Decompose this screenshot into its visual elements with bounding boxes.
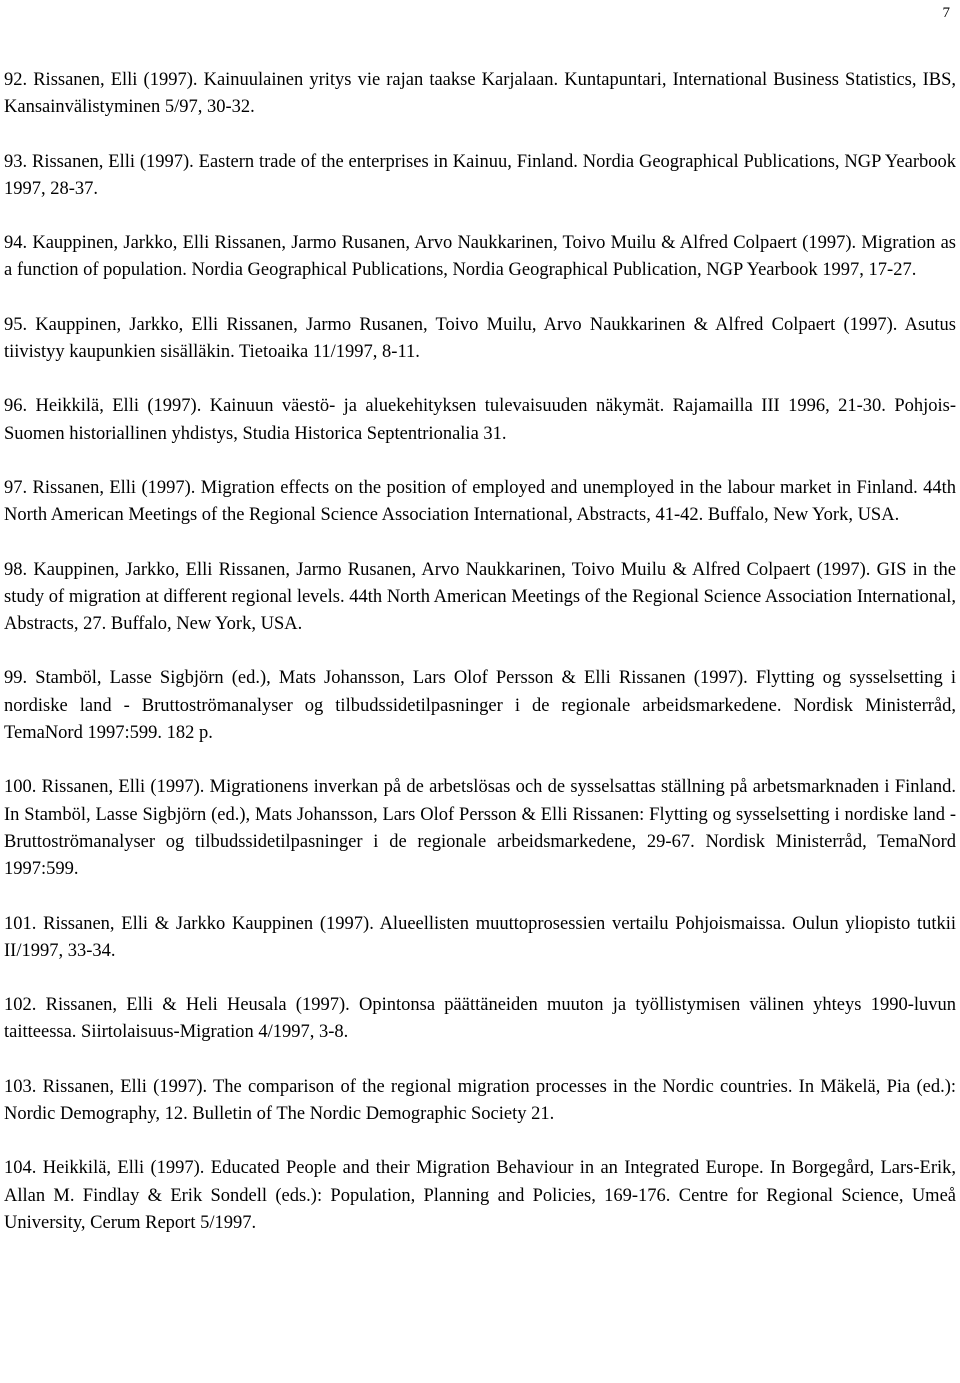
reference-93: 93. Rissanen, Elli (1997). Eastern trade of the enterprises in Kainuu, Finland. Nordia Geographical Publications, NGP Yearbook 1997, 28-37. — [4, 151, 956, 199]
reference-100: 100. Rissanen, Elli (1997). Migrationens inverkan på de arbetslösas och de sysselsattas ställning på arbetsmarknaden i Finland. In Stamböl, Lasse Sigbjörn (ed.), Mats Johansson, Lars Olof Persson & Elli Rissanen: Flytting og sysselsetting i nordiske land - Bruttoströmanalyser og tilbudssidetilpasninger i de regionale arbeidsmarkedene, 29-67. Nordisk Ministerråd, TemaNord 1997:599. — [4, 777, 956, 880]
reference-list — [4, 67, 956, 1237]
reference-96: 96. Heikkilä, Elli (1997). Kainuun väestö- ja aluekehityksen tulevaisuuden näkymät. Rajamailla III 1996, 21-30. Pohjois-Suomen historiallinen yhdistys, Studia Historica Septentrionalia 31. — [4, 396, 956, 444]
reference-95: 95. Kauppinen, Jarkko, Elli Rissanen, Jarmo Rusanen, Toivo Muilu, Arvo Naukkarinen & Alfred Colpaert (1997). Asutus tiivistyy kaupunkien sisälläkin. Tietoaika 11/1997, 8-11. — [4, 314, 956, 363]
reference-97: 97. Rissanen, Elli (1997). Migration effects on the position of employed and unemployed in the labour market in Finland. 44th North American Meetings of the Regional Science Association International, Abstracts, 41-42. Buffalo, New York, USA. — [4, 477, 956, 526]
reference-101: 101. Rissanen, Elli & Jarkko Kauppinen (1997). Alueellisten muuttoprosessien vertailu Pohjoismaissa. Oulun yliopisto tutkii II/1997, 33-34. — [4, 913, 956, 961]
reference-94: 94. Kauppinen, Jarkko, Elli Rissanen, Jarmo Rusanen, Arvo Naukkarinen, Toivo Muilu & Alfred Colpaert (1997). Migration as a function of population. Nordia Geographical Publications, Nordia Geographical Publication, NGP Yearbook 1997, 17-27. — [4, 233, 956, 281]
reference-99: 99. Stamböl, Lasse Sigbjörn (ed.), Mats Johansson, Lars Olof Persson & Elli Rissanen (1997). Flytting og sysselsetting i nordiske land - Bruttoströmanalyser og tilbudssidetilpasninger i de regionale arbeidsmarkedene. Nordisk Ministerråd, TemaNord 1997:599. 182 p. — [4, 668, 956, 744]
reference-104: 104. Heikkilä, Elli (1997). Educated People and their Migration Behaviour in an Integrated Europe. In Borgegård, Lars-Erik, Allan M. Findlay & Erik Sondell (eds.): Population, Planning and Policies, 169-176. Centre for Regional Science, Umeå University, Cerum Report 5/1997. — [4, 1158, 956, 1233]
reference-92: 92. Rissanen, Elli (1997). Kainuulainen yritys vie rajan taakse Karjalaan. Kuntapuntari, International Business Statistics, IBS, Kansainvälistyminen 5/97, 30-32. — [4, 70, 956, 118]
reference-98: 98. Kauppinen, Jarkko, Elli Rissanen, Jarmo Rusanen, Arvo Naukkarinen, Toivo Muilu & Alfred Colpaert (1997). GIS in the study of migration at different regional levels. 44th North American Meetings of the Regional Science Association International, Abstracts, 27. Buffalo, New York, USA. — [4, 559, 956, 635]
reference-103: 103. Rissanen, Elli (1997). The comparison of the regional migration processes in the Nordic countries. In Mäkelä, Pia (ed.): Nordic Demography, 12. Bulletin of The Nordic Demographic Society 21. — [4, 1076, 956, 1125]
page-number: 7 — [942, 5, 950, 21]
reference-102: 102. Rissanen, Elli & Heli Heusala (1997). Opintonsa päättäneiden muuton ja työllistymisen välinen yhteys 1990-luvun taitteessa. Siirtolaisuus-Migration 4/1997, 3-8. — [4, 995, 956, 1043]
